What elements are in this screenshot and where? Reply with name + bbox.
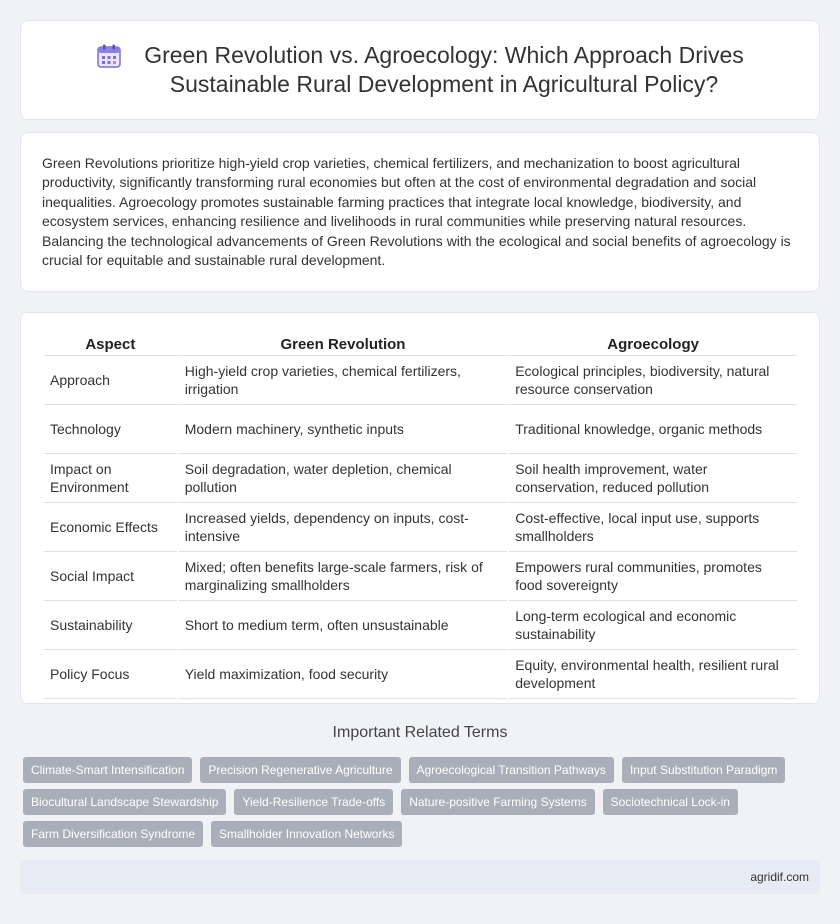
page-title-line2: Sustainable Rural Development in Agricultural Policy? [169,71,719,97]
related-term-tag[interactable]: Farm Diversification Syndrome [23,821,203,847]
table-row [44,356,797,405]
table-row [44,503,797,552]
related-term-tag[interactable]: Sociotechnical Lock-in [603,789,738,815]
cell-agroecology: Long-term ecological and economic sustainability [509,601,797,650]
cell-agroecology: Soil health improvement, water conservation, reduced pollution [509,454,797,503]
cell-green-revolution: Modern machinery, synthetic inputs [179,405,507,454]
cell-agroecology: Empowers rural communities, promotes food sovereignty [509,552,797,601]
cell-agroecology: Traditional knowledge, organic methods [509,405,797,454]
header-green-revolution: Green Revolution [179,332,507,356]
comparison-table [42,332,799,699]
cell-aspect: Approach [44,356,177,405]
header-aspect: Aspect [44,332,177,356]
cell-aspect: Economic Effects [44,503,177,552]
cell-green-revolution: Short to medium term, often unsustainable [179,601,507,650]
cell-green-revolution: Mixed; often benefits large-scale farmers, risk of marginalizing smallholders [179,552,507,601]
related-terms-heading: Important Related Terms [332,724,508,741]
table-row [44,650,797,699]
page-title-line1: Green Revolution vs. Agroecology: Which Approach Drives [144,42,744,68]
related-terms-list [23,757,803,847]
related-term-tag[interactable]: Climate-Smart Intensification [23,757,192,783]
title-card [20,20,820,120]
footer-site-link[interactable]: agridif.com [750,870,809,884]
table-row [44,601,797,650]
comparison-table-card [20,312,820,704]
cell-agroecology: Equity, environmental health, resilient rural development [509,650,797,699]
cell-aspect: Policy Focus [44,650,177,699]
cell-green-revolution: Yield maximization, food security [179,650,507,699]
related-term-tag[interactable]: Input Substitution Paradigm [622,757,785,783]
header-agroecology: Agroecology [509,332,797,356]
cell-aspect: Impact on Environment [44,454,177,503]
cell-green-revolution: High-yield crop varieties, chemical fertilizers, irrigation [179,356,507,405]
cell-aspect: Technology [44,405,177,454]
cell-agroecology: Ecological principles, biodiversity, natural resource conservation [509,356,797,405]
related-term-tag[interactable]: Smallholder Innovation Networks [211,821,402,847]
cell-aspect: Social Impact [44,552,177,601]
related-term-tag[interactable]: Biocultural Landscape Stewardship [23,789,226,815]
cell-aspect: Sustainability [44,601,177,650]
intro-paragraph: Green Revolutions prioritize high-yield crop varieties, chemical fertilizers, and mechanization to boost agricultural productivity, significantly transforming rural economies but often at the cost of environmental degradation and social inequalities. Agroecology promotes sustainable farming practices that integrate local knowledge, biodiversity, and ecosystem services, enhancing resilience and livelihoods in rural communities while preserving natural resources. Balancing the technological advancements of Green Revolutions with the ecological and social benefits of agroecology is crucial for equitable and sustainable rural development. [42,155,791,269]
table-row [44,552,797,601]
related-term-tag[interactable]: Nature-positive Farming Systems [401,789,594,815]
cell-green-revolution: Soil degradation, water depletion, chemical pollution [179,454,507,503]
cell-agroecology: Cost-effective, local input use, supports smallholders [509,503,797,552]
table-row [44,405,797,454]
intro-card [20,132,820,292]
cell-green-revolution: Increased yields, dependency on inputs, cost-intensive [179,503,507,552]
related-term-tag[interactable]: Precision Regenerative Agriculture [200,757,400,783]
calendar-icon [96,43,122,69]
related-term-tag[interactable]: Agroecological Transition Pathways [409,757,614,783]
page-title [144,41,744,99]
table-header-row [44,332,797,356]
table-row [44,454,797,503]
footer [20,860,820,894]
related-term-tag[interactable]: Yield-Resilience Trade-offs [234,789,393,815]
